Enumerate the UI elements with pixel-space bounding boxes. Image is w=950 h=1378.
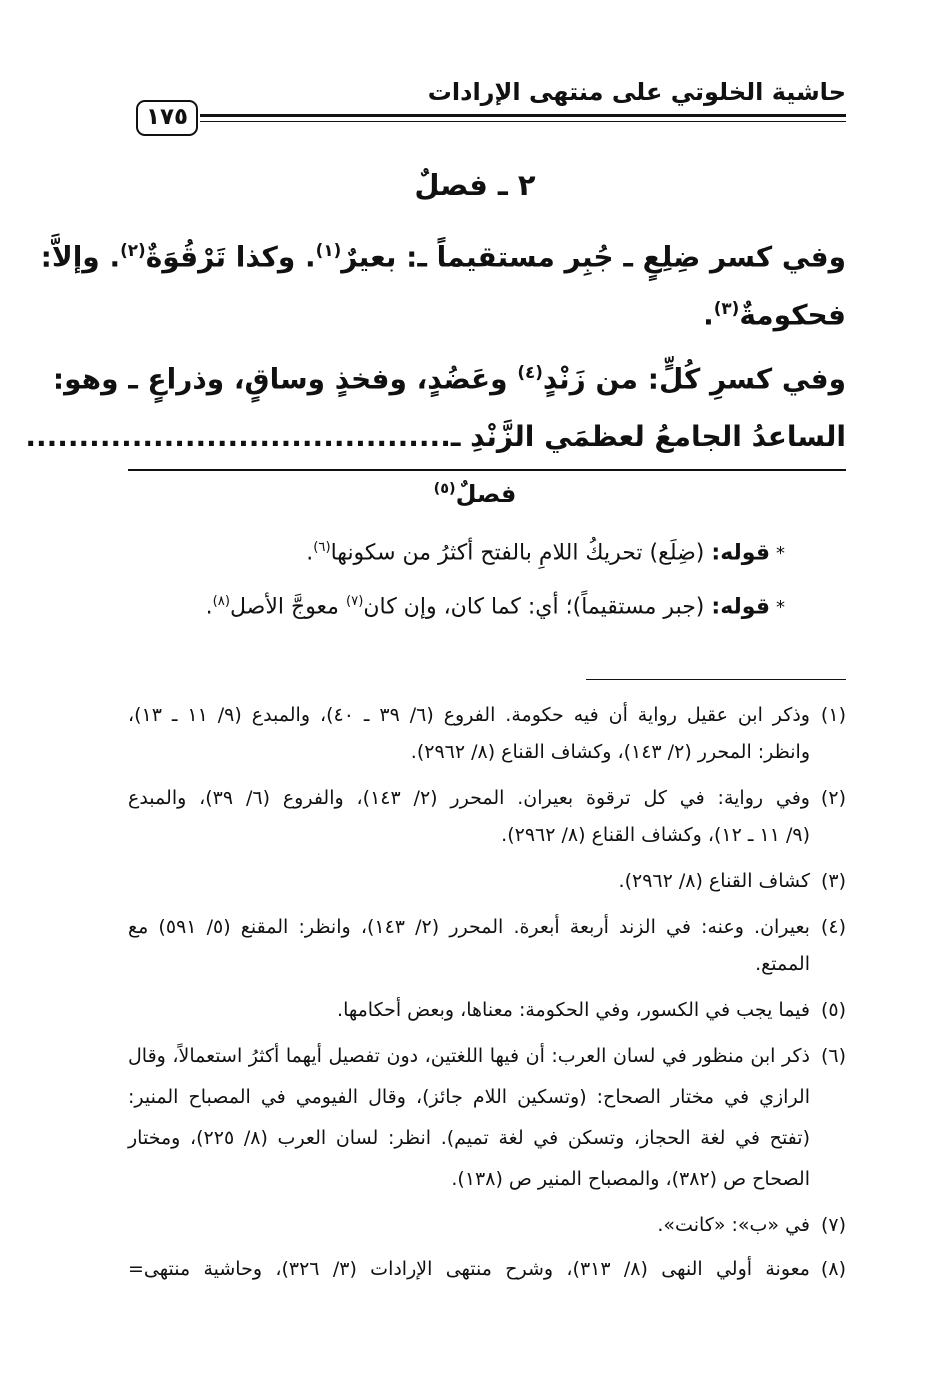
commentary-label: قوله: — [711, 594, 770, 620]
footnote-line — [128, 787, 846, 809]
commentary-item — [206, 594, 785, 619]
footnote-text: فيما يجب في الكسور، وفي الحكومة: معناها، وبعض أحكامها. — [337, 999, 810, 1021]
asterisk-icon: * — [776, 597, 785, 619]
main-text-line-2 — [703, 298, 846, 331]
footnote-line — [128, 916, 846, 938]
footnote-ref: (٢) — [120, 240, 146, 260]
main-text-segment: وفي كسرِ كُلٍّ: من زَنْدٍ — [542, 362, 846, 396]
commentary-text: . — [205, 594, 213, 620]
main-text-line-3 — [52, 362, 846, 396]
footnote-text: وانظر: المحرر (٢/ ١٤٣)، وكشاف القناع (٨/ ٢٩٦٢). — [410, 741, 810, 763]
commentary-label: قوله: — [711, 540, 770, 566]
main-text-segment: الساعدُ الجامعُ لعظمَي الزَّنْدِ ـ — [450, 420, 846, 453]
running-header-title: حاشية الخلوتي على منتهى الإرادات — [427, 78, 846, 106]
main-text-segment: . وكذا تَرْقُوَةٌ — [145, 240, 316, 274]
footnote-ref: (٨) — [212, 594, 230, 609]
footnote-number: (٦) — [820, 1045, 846, 1067]
footnote-line — [451, 1168, 810, 1190]
header-rule-thick — [200, 114, 846, 117]
footnote-ref: (٣) — [713, 298, 740, 318]
footnote-number: (٣) — [820, 870, 846, 892]
footnote-line — [755, 953, 810, 975]
commentary-text: معوجَّ الأصل — [230, 594, 346, 620]
commentary-heading — [0, 480, 950, 508]
main-commentary-divider — [128, 469, 846, 471]
footnote-number: (٥) — [820, 999, 846, 1021]
footnote-ref: (٤) — [517, 362, 543, 382]
commentary-text: (ضِلَع) تحريكُ اللامِ بالفتح أكثرُ من سكونها — [330, 540, 712, 566]
section-heading: ٢ ـ فصلٌ — [414, 168, 536, 202]
footnote-text: وفي رواية: في كل ترقوة بعيران. المحرر (٢/ ١٤٣)، والفروع (٦/ ٣٩)، والمبدع — [128, 787, 810, 809]
footnote-ref: (٧) — [345, 594, 364, 609]
footnote-line — [411, 741, 810, 763]
header-rule-thin — [200, 121, 846, 122]
footnote-ref: (٦) — [313, 540, 331, 555]
asterisk-icon: * — [776, 543, 785, 565]
footnote-text: في «ب»: «كانت». — [657, 1214, 810, 1236]
footnote-line — [128, 1258, 846, 1280]
footnote-text: الصحاح ص (٣٨٢)، والمصباح المنير ص (١٣٨). — [451, 1168, 810, 1190]
footnote-line — [657, 1214, 846, 1236]
main-text-segment: . وإلاَّ: — [40, 240, 121, 274]
footnote-line — [501, 824, 810, 846]
footnote-line — [337, 999, 846, 1021]
main-text-line-1 — [40, 240, 846, 274]
footnote-text: الرازي في مختار الصحاح: (وتسكين اللام جائز)، وقال الفيومي في المصباح المنير: — [128, 1086, 810, 1108]
footnote-line — [128, 1086, 810, 1108]
footnote-text: بعيران. وعنه: في الزند أربعة أبعرة. المحرر (٢/ ١٤٣)، وانظر: المقنع (٥/ ٥٩١) مع — [128, 916, 810, 938]
footnote-text: (تفتح في لغة الحجاز، وتسكن في لغة تميم). انظر: لسان العرب (٨/ ٢٢٥)، ومختار — [128, 1127, 810, 1149]
footnote-text: (٩/ ١١ ـ ١٢)، وكشاف القناع (٨/ ٢٩٦٢). — [501, 824, 810, 846]
footnote-text: معونة أولي النهى (٨/ ٣١٣)، وشرح منتهى الإرادات (٣/ ٣٢٦)، وحاشية منتهى= — [128, 1258, 810, 1280]
ellipsis-dots: ........................................ — [25, 420, 451, 453]
footnote-number: (٢) — [820, 787, 846, 809]
footnote-line — [128, 704, 846, 726]
footnote-number: (٧) — [820, 1214, 846, 1236]
commentary-text: . — [306, 540, 314, 566]
footnote-text: ذكر ابن منظور في لسان العرب: أن فيها اللغتين، دون تفصيل أيهما أكثرُ استعمالاً، وقال — [128, 1045, 810, 1067]
footnote-number: (٨) — [820, 1258, 846, 1280]
footnote-number: (٤) — [820, 916, 846, 938]
footnote-ref: (١) — [315, 240, 342, 260]
main-text-segment: وفي كسر ضِلِعٍ ـ جُبِر مستقيماً ـ: بعيرٌ — [341, 240, 846, 274]
footnote-line — [128, 1127, 810, 1149]
footnote-line — [128, 1045, 846, 1067]
page-number-box: ١٧٥ — [136, 100, 198, 136]
main-text-segment: . — [703, 298, 714, 332]
main-text-segment: وعَضُدٍ، وفخذٍ وساقٍ، وذراعٍ ـ وهو: — [52, 362, 518, 396]
footnote-ref: (٥) — [433, 481, 456, 497]
footnote-number: (١) — [820, 704, 846, 726]
commentary-item — [306, 540, 785, 565]
footnote-text: كشاف القناع (٨/ ٢٩٦٢). — [618, 870, 810, 892]
footnote-text: وذكر ابن عقيل رواية أن فيه حكومة. الفروع (٦/ ٣٩ ـ ٤٠)، والمبدع (٩/ ١١ ـ ١٣)، — [128, 704, 810, 726]
footnote-line — [619, 870, 846, 892]
commentary-heading-text: فصلٌ — [455, 480, 517, 508]
footnotes-divider — [586, 679, 846, 680]
commentary-text: (جبر مستقيماً)؛ أي: كما كان، وإن كان — [363, 594, 712, 620]
footnote-text: الممتع. — [755, 953, 810, 975]
main-text-segment: فحكومةٌ — [739, 298, 846, 332]
main-text-line-4 — [25, 420, 846, 453]
